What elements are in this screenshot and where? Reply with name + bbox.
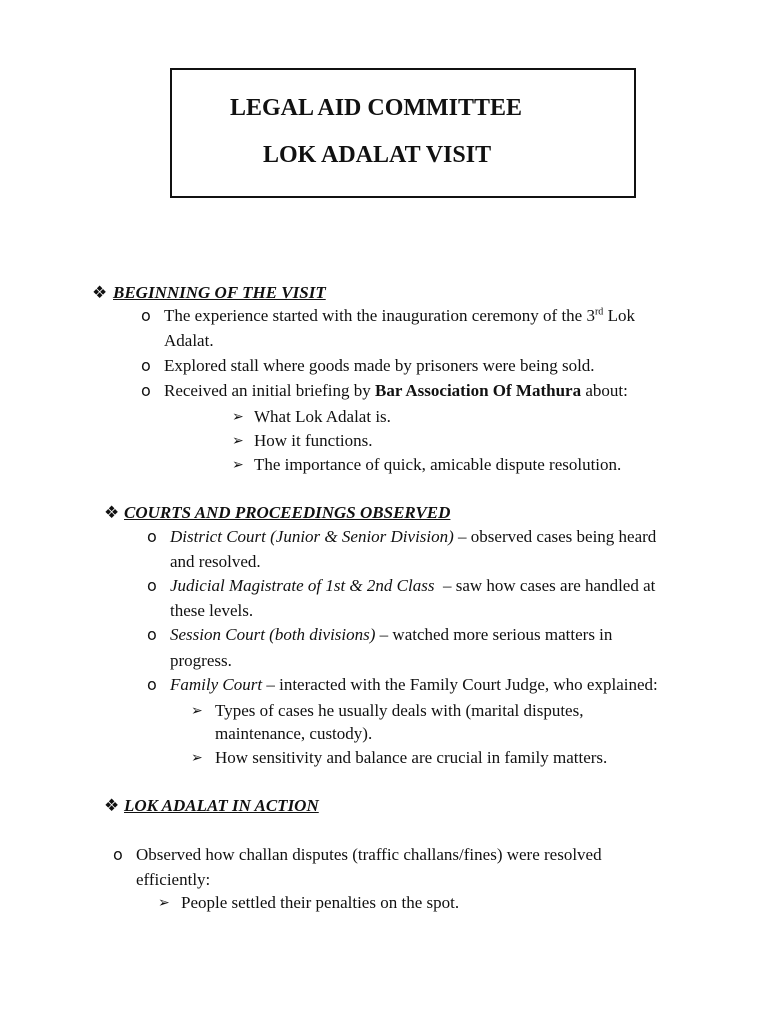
arrow-bullet-icon: ➢ <box>232 409 244 425</box>
list-item-continuation: these levels. <box>170 601 254 620</box>
list-item: Explored stall where goods made by prisoners were being sold. <box>164 356 595 375</box>
sub-list-item: People settled their penalties on the spot. <box>181 893 460 912</box>
sub-list-item-continuation: maintenance, custody). <box>215 724 373 743</box>
title-line-1: LEGAL AID COMMITTEE <box>230 95 523 121</box>
list-item: Received an initial briefing by Bar Association Of Mathura about: <box>164 381 628 400</box>
title-line-2: LOK ADALAT VISIT <box>263 142 492 168</box>
list-item-continuation: Adalat. <box>164 331 214 350</box>
list-item-continuation: efficiently: <box>136 870 211 889</box>
superscript-rd: rd <box>594 306 604 318</box>
circle-bullet-icon: o <box>141 356 151 375</box>
arrow-bullet-icon: ➢ <box>191 750 203 766</box>
arrow-bullet-icon: ➢ <box>232 457 244 473</box>
circle-bullet-icon: o <box>147 576 157 595</box>
bar-association-name: Bar Association Of Mathura <box>375 381 582 400</box>
sub-list-item: Types of cases he usually deals with (marital disputes, <box>215 701 584 720</box>
list-item: Observed how challan disputes (traffic challans/fines) were resolved <box>136 845 602 864</box>
section-2-heading: COURTS AND PROCEEDINGS OBSERVED <box>124 503 451 522</box>
circle-bullet-icon: o <box>113 845 123 864</box>
list-item-continuation: and resolved. <box>170 552 261 571</box>
list-item-continuation: progress. <box>170 651 232 670</box>
title-box <box>170 68 636 198</box>
section-1-heading: BEGINNING OF THE VISIT <box>113 283 326 302</box>
circle-bullet-icon: o <box>141 381 151 400</box>
section-3-heading: LOK ADALAT IN ACTION <box>124 796 319 815</box>
list-item: District Court (Junior & Senior Division) – observed cases being heard <box>170 527 657 546</box>
section-3-bullet-icon: ❖ <box>104 796 120 815</box>
sub-list-item: What Lok Adalat is. <box>254 407 391 426</box>
circle-bullet-icon: o <box>141 306 151 325</box>
list-item: Session Court (both divisions) – watched more serious matters in <box>170 625 613 644</box>
circle-bullet-icon: o <box>147 675 157 694</box>
arrow-bullet-icon: ➢ <box>158 895 170 911</box>
list-item: Family Court – interacted with the Family Court Judge, who explained: <box>170 675 658 694</box>
arrow-bullet-icon: ➢ <box>191 703 203 719</box>
circle-bullet-icon: o <box>147 527 157 546</box>
sub-list-item: How it functions. <box>254 431 373 450</box>
section-2-bullet-icon: ❖ <box>104 503 120 522</box>
section-1-bullet-icon: ❖ <box>92 283 108 302</box>
sub-list-item: The importance of quick, amicable dispute resolution. <box>254 455 622 474</box>
sub-list-item: How sensitivity and balance are crucial in family matters. <box>215 748 608 767</box>
arrow-bullet-icon: ➢ <box>232 433 244 449</box>
list-item: Judicial Magistrate of 1st & 2nd Class – saw how cases are handled at <box>170 576 656 595</box>
circle-bullet-icon: o <box>147 625 157 644</box>
list-item: The experience started with the inauguration ceremony of the 3rd Lok <box>164 306 635 325</box>
